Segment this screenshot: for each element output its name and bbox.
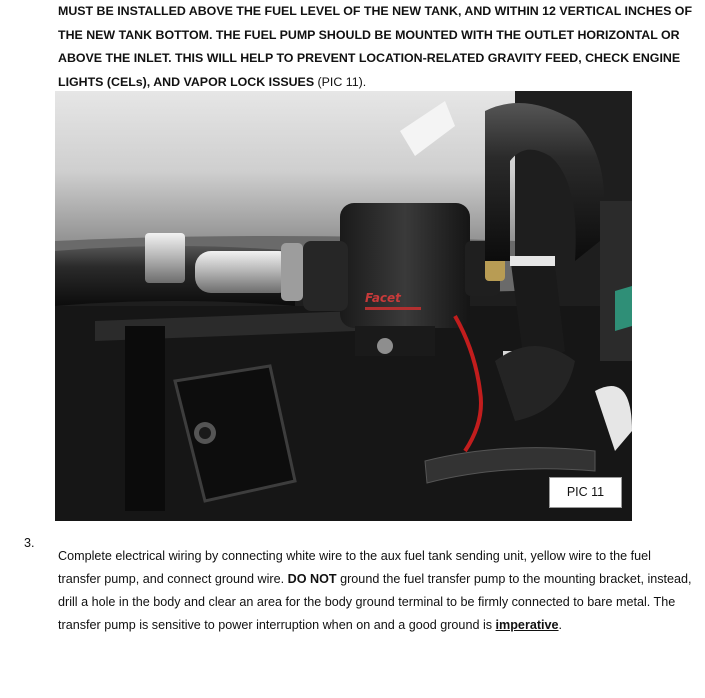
intro-bold-text: MUST BE INSTALLED ABOVE THE FUEL LEVEL OF THE NEW TANK, AND WITHIN 12 VERTICAL INCHES OF THE NEW TANK BOTTOM. THE FUEL PUMP SHOULD BE MOUNTED WITH THE OUTLET HORIZONTAL OR ABOVE THE INLET. THIS WILL HELP TO PREVENT LOCATION-RELATED GRAVITY FEED, CHECK ENGINE LIGHTS (CELs), AND VAPOR LOCK ISSUES	[58, 4, 693, 89]
step-text-part1: Complete electrical wiring by connecting white wire to the aux fuel tank sending unit, yellow wire to the fuel transfer pump, and connect ground wire.	[58, 548, 651, 586]
fuel-pump-photo-drawing	[55, 91, 632, 521]
pump-brand-logo: Facet	[365, 291, 401, 305]
step-3	[24, 532, 694, 650]
step-emphasis: imperative	[495, 618, 559, 633]
step-number: 3.	[24, 536, 35, 550]
pic-label: PIC 11	[549, 477, 622, 508]
step-text-part2: ground the fuel transfer pump to the mounting bracket, instead, drill a hole in the body and clear an area for the body ground terminal to be firmly connected to bare metal. The transfer pump is sensitive to power interruption when on and a good ground is	[58, 571, 692, 633]
fuel-pump-photo	[55, 91, 632, 521]
intro-pic-reference: (PIC 11).	[314, 74, 367, 89]
step-text	[58, 545, 694, 638]
step-do-not: DO NOT	[287, 571, 337, 586]
step-text-end: .	[558, 618, 563, 633]
intro-paragraph	[58, 0, 698, 94]
